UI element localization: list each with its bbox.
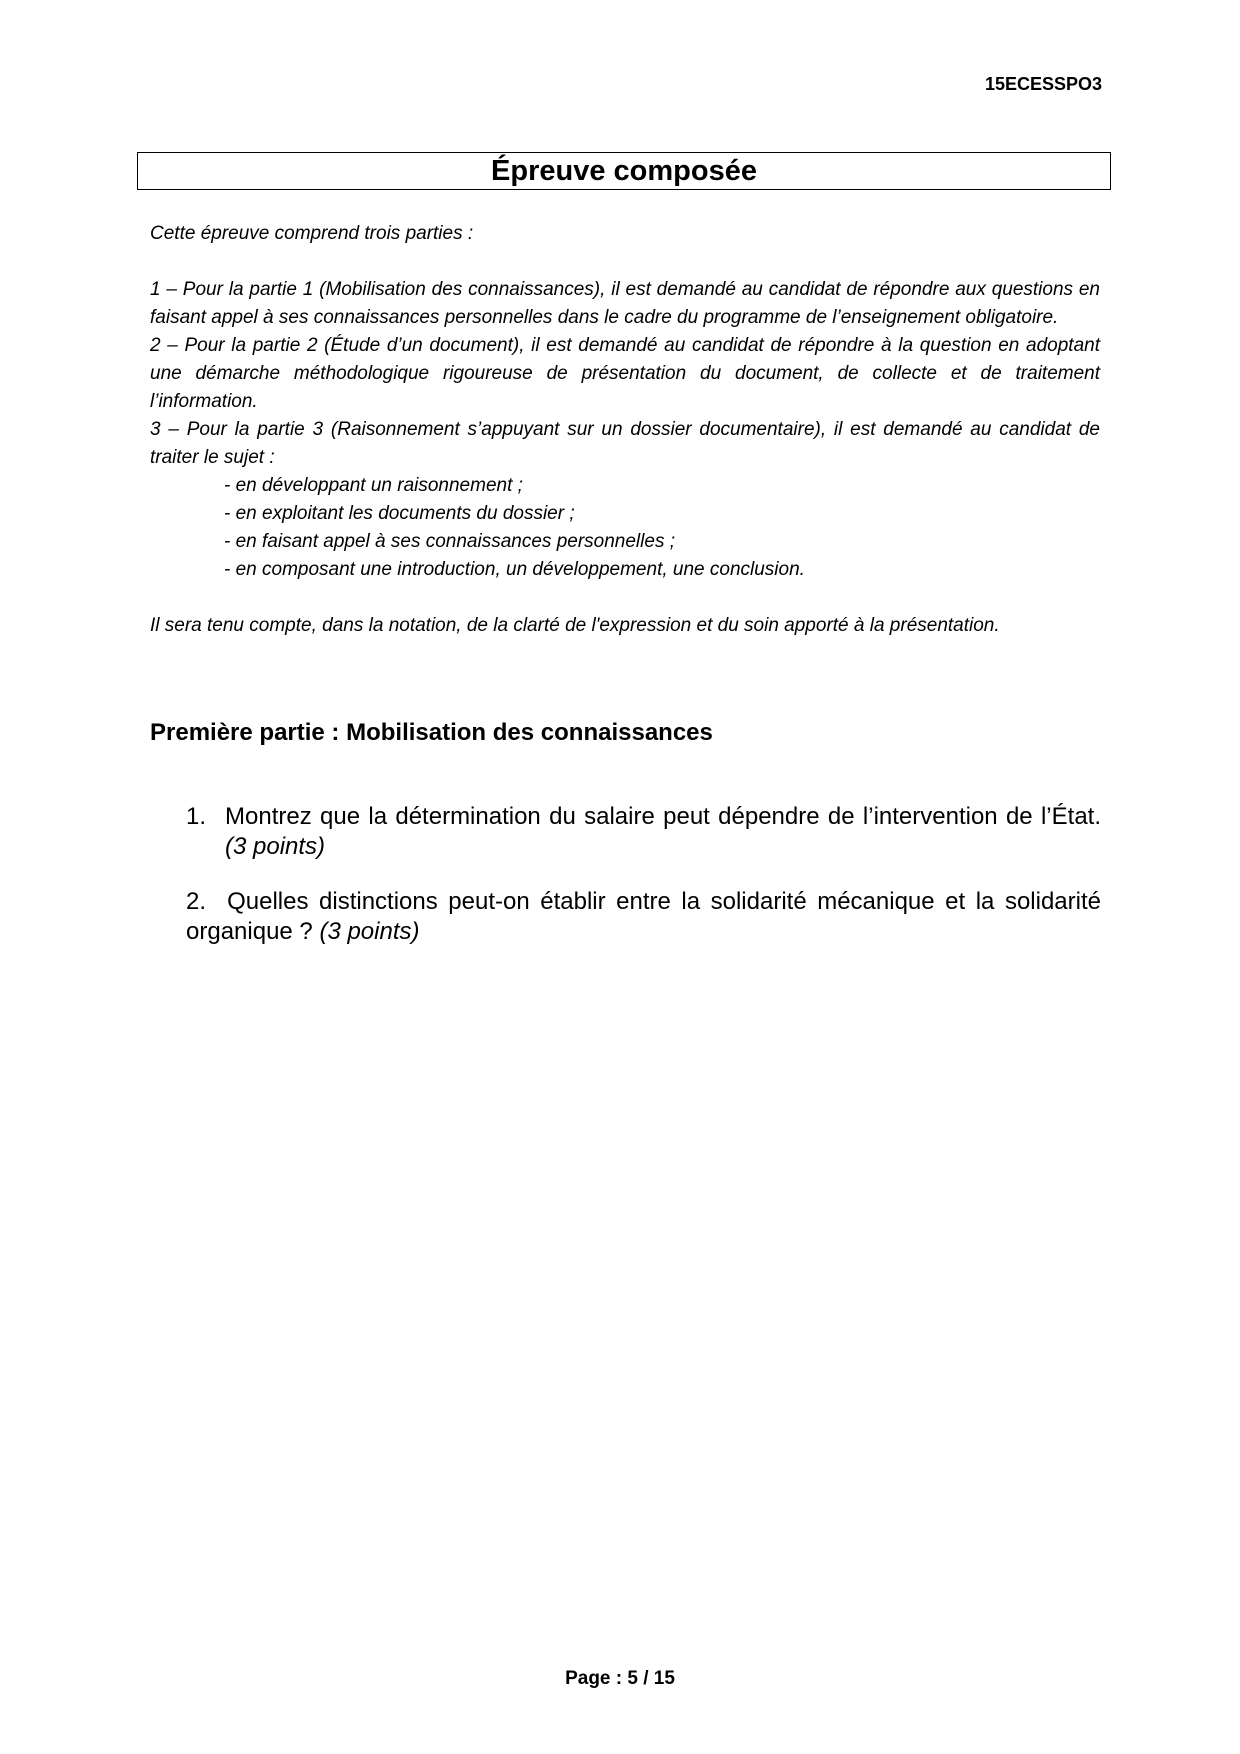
- question-text: Montrez que la détermination du salaire peut dépendre de l’intervention de l’État.: [225, 803, 1101, 830]
- spacer: [150, 584, 1100, 612]
- question-number: 2.: [186, 888, 207, 915]
- questions-list: [186, 802, 1101, 947]
- question-text: Quelles distinctions peut-on établir entre la solidarité mécanique et la solidarité organique ?: [186, 888, 1101, 945]
- instructions-lead: Cette épreuve comprend trois parties :: [150, 223, 474, 244]
- question-1: [186, 802, 1101, 862]
- instructions-part-1: 1 – Pour la partie 1 (Mobilisation des connaissances), il est demandé au candidat de répondre aux questions en faisant appel à ses connaissances personnelles dans le cadre du programme de l’enseignement obligatoire.: [150, 279, 1100, 328]
- instructions-part-3: 3 – Pour la partie 3 (Raisonnement s’appuyant sur un dossier documentaire), il est demandé au candidat de traiter le sujet :: [150, 419, 1100, 468]
- question-body: [225, 802, 1101, 862]
- question-points: (3 points): [225, 833, 326, 860]
- list-item: - en faisant appel à ses connaissances personnelles ;: [224, 531, 675, 552]
- spacer: [150, 248, 1100, 276]
- section-heading: Première partie : Mobilisation des connaissances: [150, 719, 713, 746]
- list-item: - en développant un raisonnement ;: [224, 475, 523, 496]
- page-title: Épreuve composée: [137, 152, 1111, 190]
- page-number: Page : 5 / 15: [565, 1668, 675, 1689]
- question-2: [186, 887, 1101, 947]
- grading-note: Il sera tenu compte, dans la notation, de la clarté de l'expression et du soin apporté à la présentation.: [150, 615, 1000, 636]
- instructions-bullet-list: [150, 472, 1100, 584]
- list-item: - en exploitant les documents du dossier ;: [224, 503, 575, 524]
- list-item: - en composant une introduction, un développement, une conclusion.: [224, 559, 805, 580]
- question-points: (3 points): [319, 918, 420, 945]
- instructions-part-2: 2 – Pour la partie 2 (Étude d’un document), il est demandé au candidat de répondre à la question en adoptant une démarche méthodologique rigoureuse de présentation du document, de collecte et de traitement l’information.: [150, 335, 1100, 412]
- question-number: 1.: [186, 803, 207, 830]
- document-code: 15ECESSPO3: [984, 74, 1102, 94]
- instructions-block: [150, 220, 1100, 640]
